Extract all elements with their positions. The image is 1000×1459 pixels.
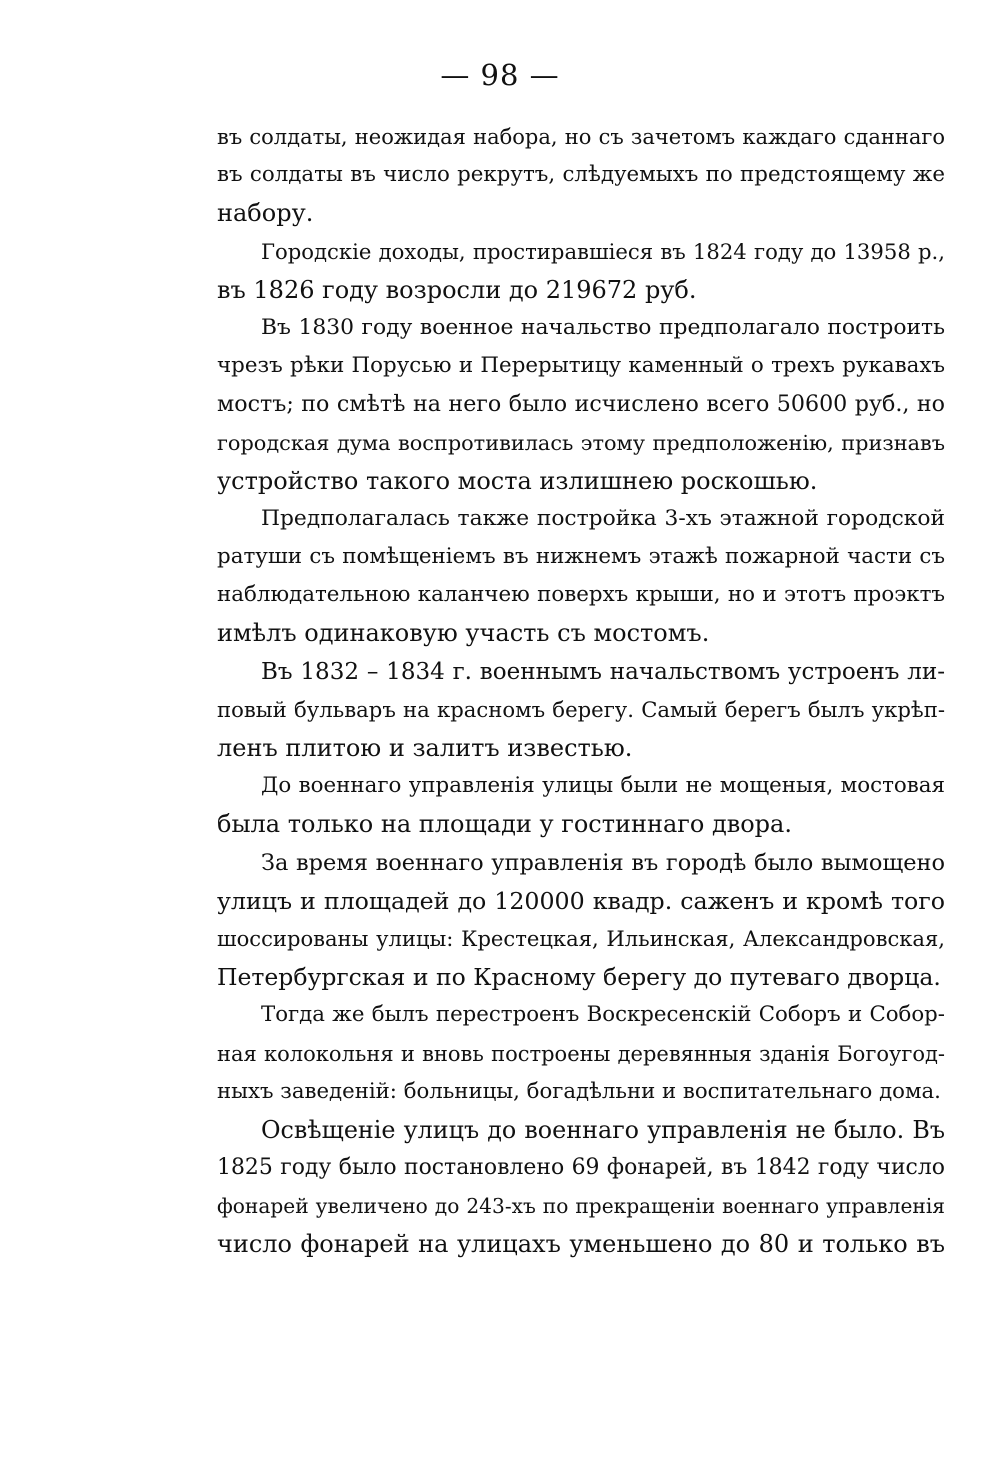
- paragraph: [217, 309, 945, 500]
- paragraph: [217, 500, 945, 653]
- paragraph: [217, 653, 945, 768]
- text-line: Петербургская и по Красному берегу до путеваго дворца.: [217, 963, 941, 992]
- text-line: была только на площади у гостиннаго двора.: [217, 810, 792, 839]
- text-line: Въ 1832 – 1834 г. военнымъ начальствомъ устроенъ ли-: [261, 658, 945, 685]
- text-line: Освѣщеніе улицъ до военнаго управленія не было. Въ: [261, 1115, 945, 1144]
- text-line: въ солдаты въ число рекрутъ, слѣдуемыхъ по предстоящему же: [217, 162, 945, 188]
- paragraph: [217, 233, 945, 309]
- text-line: городская дума воспротивилась этому предположенію, признавъ: [217, 430, 945, 455]
- paragraph: [217, 767, 945, 843]
- text-line: мостъ; по смѣтѣ на него было исчислено всего 50600 руб., но: [217, 391, 945, 418]
- text-line: въ 1826 году возросли до 219672 руб.: [217, 275, 697, 304]
- text-line: Тогда же былъ перестроенъ Воскресенскій Соборъ и Собор-: [261, 1002, 945, 1028]
- paragraph: [217, 844, 945, 997]
- text-line: 1825 году было постановлено 69 фонарей, въ 1842 году число: [217, 1155, 945, 1181]
- text-line: устройство такого моста излишнею роскошью.: [217, 466, 818, 495]
- text-line: За время военнаго управленія въ городѣ было вымощено: [261, 849, 945, 876]
- text-line: Предполагалась также постройка 3-хъ этажной городской: [261, 505, 945, 531]
- text-line: чрезъ рѣки Порусью и Перерытицу каменный о трехъ рукавахъ: [217, 353, 945, 379]
- paragraph: [217, 996, 945, 1111]
- text-line: ная колокольня и вновь построены деревянныя зданія Богоугод-: [217, 1040, 945, 1066]
- text-line: число фонарей на улицахъ уменьшено до 80 и только въ: [217, 1230, 945, 1259]
- text-line: ленъ плитою и залитъ известью.: [217, 734, 633, 762]
- text-line: ныхъ заведеній: больницы, богадѣльни и воспитательнаго дома.: [217, 1078, 941, 1104]
- paragraph: [217, 118, 945, 233]
- text-line: шоссированы улицы: Крестецкая, Ильинская, Александровская,: [217, 925, 945, 951]
- text-line: Городскіе доходы, простиравшіеся въ 1824 году до 13958 р.,: [261, 238, 945, 264]
- text-line: повый бульваръ на красномъ берегу. Самый берегъ былъ укрѣп-: [217, 696, 945, 722]
- text-line: набору.: [217, 199, 314, 228]
- page-number: — 98 —: [440, 58, 560, 92]
- text-line: ратуши съ помѣщеніемъ въ нижнемъ этажѣ пожарной части съ: [217, 544, 945, 570]
- body-text: [217, 118, 945, 1264]
- text-line: улицъ и площадей до 120000 квадр. саженъ и кромѣ того: [217, 886, 945, 915]
- text-line: фонарей увеличено до 243-хъ по прекращеніи военнаго управленія: [217, 1194, 945, 1219]
- text-line: Въ 1830 году военное начальство предполагало построить: [261, 314, 945, 340]
- text-line: наблюдательною каланчею поверхъ крыши, но и этотъ проэктъ: [217, 582, 945, 608]
- text-line: имѣлъ одинаковую участь съ мостомъ.: [217, 619, 710, 648]
- text-line: въ солдаты, неожидая набора, но съ зачетомъ каждаго сданнаго: [217, 124, 945, 149]
- text-line: До военнаго управленія улицы были не мощеныя, мостовая: [261, 773, 945, 799]
- paragraph: [217, 1111, 945, 1264]
